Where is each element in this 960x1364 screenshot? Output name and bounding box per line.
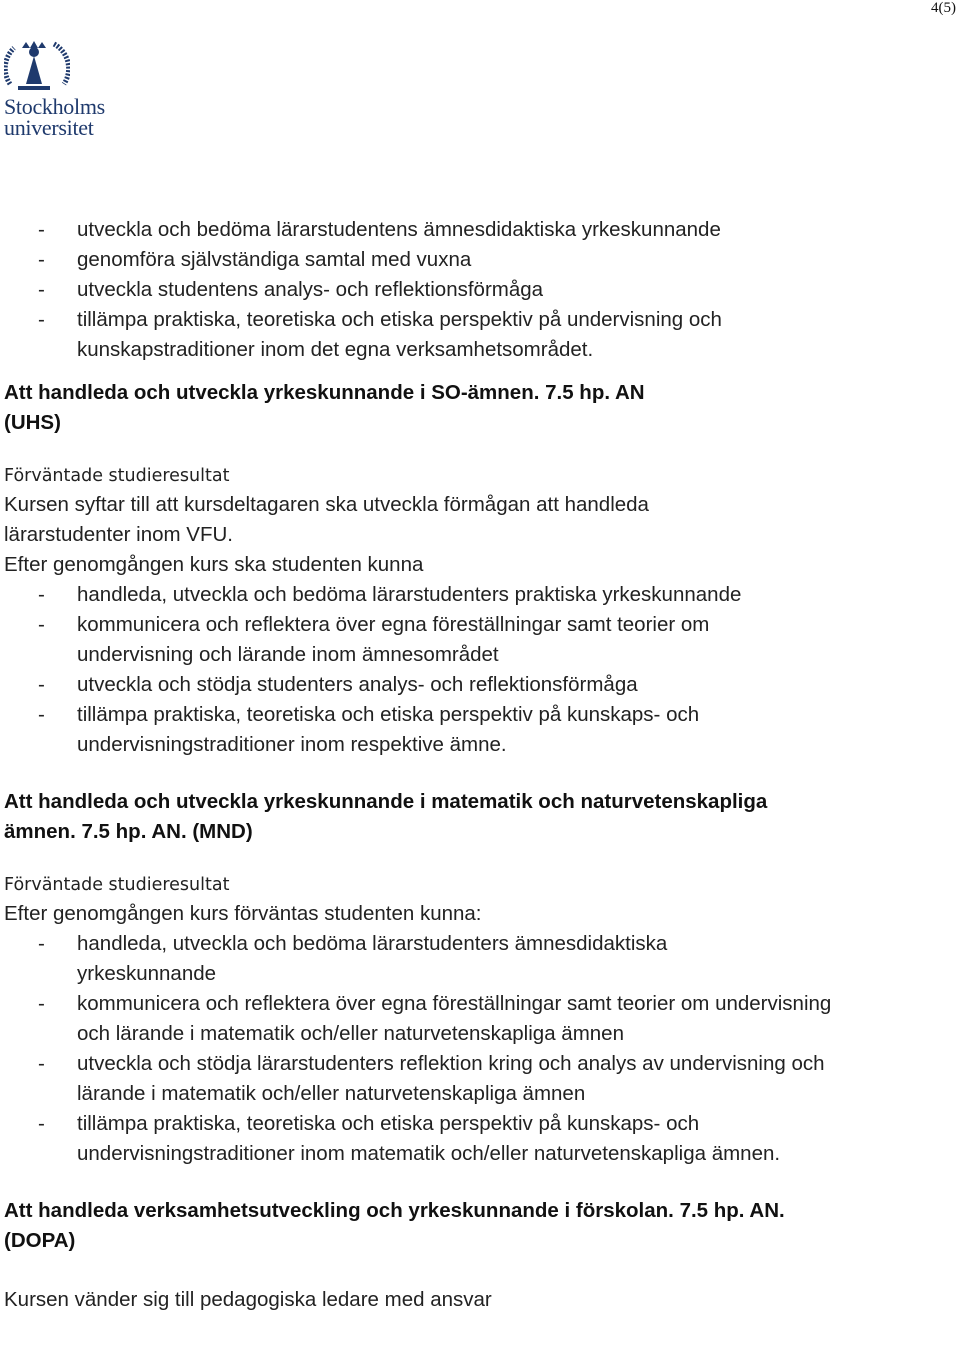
university-logo bbox=[4, 38, 122, 138]
section2-list bbox=[4, 929, 949, 1169]
page-number: 4(5) bbox=[931, 0, 956, 16]
university-name-line1: Stockholms bbox=[4, 94, 105, 119]
list-item: - tillämpa praktiska, teoretiska och etiska perspektiv på kunskaps- och undervisningstraditioner inom matematik och/eller naturvetenskapliga ämnen. bbox=[38, 1112, 781, 1165]
section3-heading: Att handleda verksamhetsutveckling och yrkeskunnande i förskolan. 7.5 hp. AN. (DOPA) bbox=[4, 1199, 785, 1252]
list-item: - utveckla och stödja lärarstudenters reflektion kring och analys av undervisning och lärande i matematik och/eller naturvetenskapliga ämnen bbox=[38, 1052, 825, 1105]
list-item: - handleda, utveckla och bedöma lärarstudenters ämnesdidaktiska yrkeskunnande bbox=[38, 932, 668, 985]
section1-paragraph: Kursen syftar till att kursdeltagaren ska utveckla förmågan att handleda lärarstudenter inom VFU. bbox=[4, 493, 649, 546]
section3-paragraph: Kursen vänder sig till pedagogiska ledare med ansvar bbox=[4, 1288, 492, 1311]
university-name bbox=[4, 96, 105, 138]
list-item: - tillämpa praktiska, teoretiska och etiska perspektiv på kunskaps- och undervisningstraditioner inom respektive ämne. bbox=[38, 703, 700, 756]
list-item: - kommunicera och reflektera över egna föreställningar samt teorier om undervisning och lärande i matematik och/eller naturvetenskapliga ämnen bbox=[38, 992, 832, 1045]
document-body bbox=[4, 215, 949, 1315]
university-name-line2: universitet bbox=[4, 115, 94, 140]
list-item: - utveckla studentens analys- och reflektionsförmåga bbox=[38, 278, 544, 301]
intro-list bbox=[4, 215, 949, 365]
list-item: - handleda, utveckla och bedöma lärarstudenters praktiska yrkeskunnande bbox=[38, 583, 742, 606]
section1-lead: Efter genomgången kurs ska studenten kunna bbox=[4, 553, 424, 576]
section2-subheading: Förväntade studieresultat bbox=[4, 875, 230, 895]
list-item: - tillämpa praktiska, teoretiska och etiska perspektiv på undervisning och kunskapstraditioner inom det egna verksamhetsområdet. bbox=[38, 308, 722, 361]
section2-lead: Efter genomgången kurs förväntas studenten kunna: bbox=[4, 902, 482, 925]
section1-heading: Att handleda och utveckla yrkeskunnande i SO-ämnen. 7.5 hp. AN (UHS) bbox=[4, 381, 645, 434]
university-seal-icon bbox=[4, 38, 70, 96]
section2-heading: Att handleda och utveckla yrkeskunnande i matematik och naturvetenskapliga ämnen. 7.5 hp. AN. (MND) bbox=[4, 790, 768, 843]
section1-subheading: Förväntade studieresultat bbox=[4, 466, 230, 486]
list-item: - utveckla och bedöma lärarstudentens ämnesdidaktiska yrkeskunnande bbox=[38, 218, 721, 241]
list-item: - kommunicera och reflektera över egna föreställningar samt teorier om undervisning och lärande inom ämnesområdet bbox=[38, 613, 710, 666]
list-item: - genomföra självständiga samtal med vuxna bbox=[38, 248, 472, 271]
list-item: - utveckla och stödja studenters analys- och reflektionsförmåga bbox=[38, 673, 638, 696]
section1-list bbox=[4, 580, 949, 760]
